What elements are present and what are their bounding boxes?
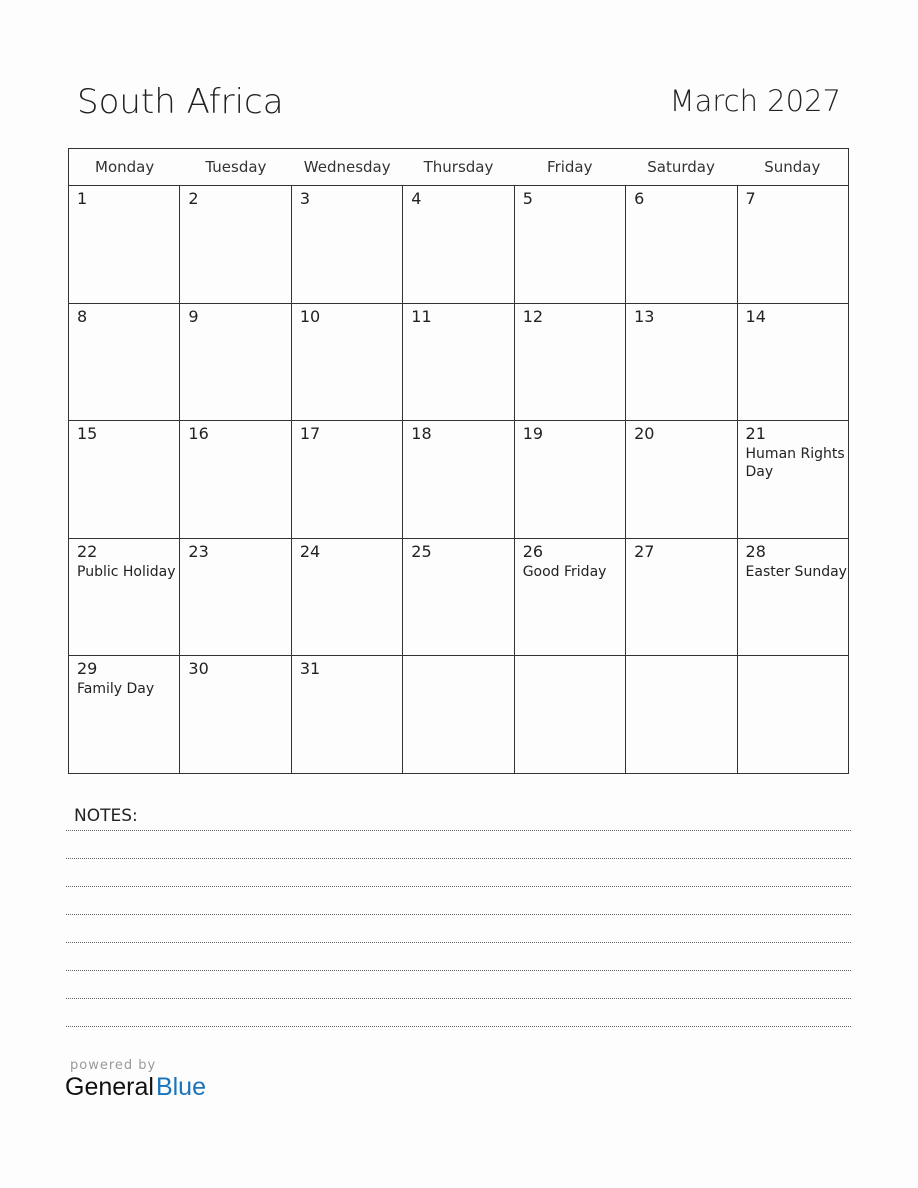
- weekday-label: Friday: [547, 158, 593, 176]
- day-number: 26: [522, 541, 544, 561]
- notes-line: [66, 830, 851, 831]
- day-number: 18: [411, 424, 432, 444]
- day-cell: [514, 656, 625, 773]
- weekday-label: Saturday: [647, 158, 715, 176]
- day-number: 24: [299, 541, 321, 561]
- day-number: 2: [188, 189, 199, 208]
- notes-line: [66, 942, 851, 943]
- day-number: 14: [745, 306, 766, 326]
- weekday-header: [69, 149, 848, 186]
- day-cell: [291, 539, 402, 656]
- weekday-label: Sunday: [764, 158, 821, 176]
- notes-line: [66, 858, 851, 859]
- day-number: 20: [634, 424, 655, 444]
- notes-line: [66, 998, 851, 999]
- day-number: 12: [522, 306, 544, 326]
- day-cell: [737, 656, 848, 773]
- month-title: March 2027: [669, 84, 841, 118]
- day-number: 5: [522, 189, 533, 208]
- day-number: 23: [188, 541, 209, 561]
- day-cell: [291, 421, 402, 538]
- notes-line: [66, 886, 851, 887]
- week-row: [69, 655, 848, 773]
- day-number: 17: [299, 424, 321, 444]
- holiday-label: Easter Sunday: [745, 563, 847, 580]
- logo-general: General: [65, 1073, 154, 1101]
- week-row: [69, 303, 848, 421]
- day-cell: [291, 304, 402, 421]
- week-row: [69, 186, 848, 303]
- day-number: 10: [299, 306, 321, 326]
- day-number: 1: [77, 189, 88, 208]
- day-cell: [625, 539, 736, 656]
- day-number: 3: [299, 189, 311, 208]
- day-number: 11: [411, 306, 432, 326]
- day-cell: [737, 421, 848, 538]
- weekday-label: Wednesday: [303, 158, 391, 176]
- weekday-label: Monday: [95, 158, 155, 176]
- day-number: 21: [745, 424, 766, 444]
- day-cell: [737, 539, 848, 656]
- day-cell: [737, 304, 848, 421]
- day-number: 8: [77, 306, 88, 326]
- day-cell: [402, 656, 513, 773]
- day-number: 28: [745, 541, 766, 561]
- day-cell: [625, 656, 736, 773]
- day-cell: [69, 421, 179, 538]
- holiday-label: Public Holiday: [77, 563, 176, 580]
- week-row: [69, 538, 848, 656]
- notes-line: [66, 970, 851, 971]
- day-cell: [179, 186, 290, 303]
- day-number: 19: [522, 424, 544, 444]
- day-cell: [514, 421, 625, 538]
- holiday-label: Good Friday: [522, 563, 607, 580]
- logo-blue: Blue: [155, 1073, 206, 1101]
- day-cell: [291, 656, 402, 773]
- day-number: 27: [634, 541, 655, 561]
- day-cell: [625, 421, 736, 538]
- day-number: 31: [299, 659, 321, 679]
- day-number: 16: [188, 424, 209, 444]
- day-cell: [179, 539, 290, 656]
- generalblue-logo: [65, 1073, 206, 1102]
- country-title: South Africa: [77, 82, 284, 122]
- day-cell: [402, 186, 513, 303]
- day-number: 29: [77, 659, 98, 679]
- day-cell: [625, 304, 736, 421]
- day-cell: [514, 186, 625, 303]
- day-cell: [402, 304, 513, 421]
- weekday-label: Tuesday: [205, 158, 267, 176]
- day-number: 15: [77, 424, 98, 444]
- day-cell: [69, 656, 179, 773]
- day-number: 6: [634, 189, 645, 208]
- day-cell: [69, 539, 179, 656]
- day-cell: [737, 186, 848, 303]
- day-number: 7: [745, 189, 756, 208]
- day-cell: [69, 304, 179, 421]
- holiday-label: Human Rights Day: [745, 446, 845, 481]
- day-cell: [402, 421, 513, 538]
- day-cell: [179, 656, 290, 773]
- powered-by: powered by: [70, 1058, 157, 1073]
- day-cell: [514, 539, 625, 656]
- calendar-grid: [68, 148, 849, 774]
- day-number: 30: [188, 659, 209, 679]
- day-cell: [291, 186, 402, 303]
- notes-line: [66, 1026, 851, 1027]
- day-cell: [179, 304, 290, 421]
- week-row: [69, 420, 848, 538]
- day-number: 4: [411, 189, 422, 208]
- notes-line: [66, 914, 851, 915]
- day-number: 25: [411, 541, 432, 561]
- notes-label: NOTES:: [74, 806, 138, 826]
- day-cell: [514, 304, 625, 421]
- day-number: 22: [77, 541, 98, 561]
- weekday-label: Thursday: [423, 158, 494, 176]
- holiday-label: Family Day: [77, 681, 155, 698]
- day-cell: [625, 186, 736, 303]
- day-cell: [402, 539, 513, 656]
- day-cell: [179, 421, 290, 538]
- day-number: 13: [634, 306, 655, 326]
- day-number: 9: [188, 306, 199, 326]
- day-cell: [69, 186, 179, 303]
